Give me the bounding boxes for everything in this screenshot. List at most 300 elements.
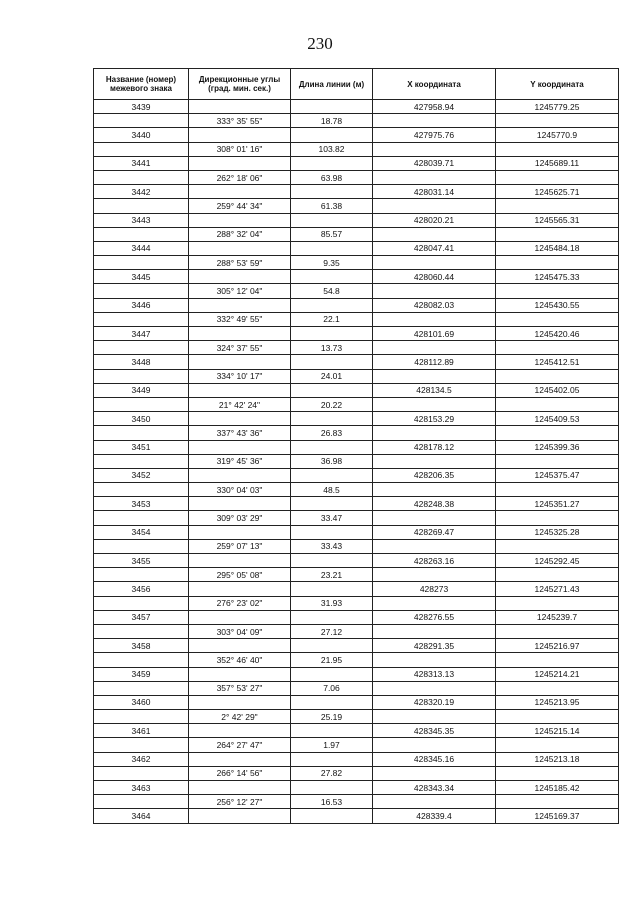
y-coordinate-cell <box>496 596 619 610</box>
segment-row <box>94 227 619 241</box>
x-coordinate-cell: 428269.47 <box>373 525 496 539</box>
direction-angle-cell <box>189 298 291 312</box>
marker-name-cell: 3461 <box>94 724 189 738</box>
direction-angle-cell: 333° 35' 55" <box>189 114 291 128</box>
direction-angle-cell <box>189 497 291 511</box>
x-coordinate-cell: 428263.16 <box>373 554 496 568</box>
marker-name-cell <box>94 511 189 525</box>
point-row <box>94 781 619 795</box>
marker-name-cell <box>94 483 189 497</box>
line-length-cell <box>291 100 373 114</box>
y-coordinate-cell: 1245292.45 <box>496 554 619 568</box>
point-row <box>94 128 619 142</box>
x-coordinate-cell <box>373 170 496 184</box>
line-length-cell: 31.93 <box>291 596 373 610</box>
x-coordinate-cell <box>373 142 496 156</box>
line-length-cell <box>291 695 373 709</box>
direction-angle-cell <box>189 724 291 738</box>
x-coordinate-cell: 428047.41 <box>373 241 496 255</box>
marker-name-cell <box>94 795 189 809</box>
segment-row <box>94 681 619 695</box>
y-coordinate-cell <box>496 568 619 582</box>
direction-angle-cell <box>189 383 291 397</box>
direction-angle-cell <box>189 639 291 653</box>
direction-angle-cell: 357° 53' 27" <box>189 681 291 695</box>
marker-name-cell: 3456 <box>94 582 189 596</box>
marker-name-cell: 3440 <box>94 128 189 142</box>
x-coordinate-cell: 427975.76 <box>373 128 496 142</box>
y-coordinate-cell <box>496 426 619 440</box>
y-coordinate-cell <box>496 511 619 525</box>
direction-angle-cell <box>189 752 291 766</box>
segment-row <box>94 795 619 809</box>
segment-row <box>94 624 619 638</box>
direction-angle-cell: 256° 12' 27" <box>189 795 291 809</box>
x-coordinate-cell: 428206.35 <box>373 468 496 482</box>
y-coordinate-cell <box>496 199 619 213</box>
y-coordinate-cell <box>496 341 619 355</box>
table-header-row <box>94 69 619 100</box>
marker-name-cell: 3445 <box>94 270 189 284</box>
marker-name-cell: 3441 <box>94 156 189 170</box>
line-length-cell: 9.35 <box>291 256 373 270</box>
line-length-cell <box>291 270 373 284</box>
point-row <box>94 355 619 369</box>
line-length-cell: 33.47 <box>291 511 373 525</box>
line-length-cell: 61.38 <box>291 199 373 213</box>
point-row <box>94 695 619 709</box>
line-length-cell <box>291 156 373 170</box>
line-length-cell: 24.01 <box>291 369 373 383</box>
line-length-cell: 27.12 <box>291 624 373 638</box>
segment-row <box>94 483 619 497</box>
y-coordinate-cell <box>496 369 619 383</box>
segment-row <box>94 653 619 667</box>
marker-name-cell <box>94 227 189 241</box>
x-coordinate-cell: 428248.38 <box>373 497 496 511</box>
y-coordinate-cell: 1245475.33 <box>496 270 619 284</box>
y-coordinate-cell: 1245213.95 <box>496 695 619 709</box>
x-coordinate-cell <box>373 511 496 525</box>
x-coordinate-cell: 428112.89 <box>373 355 496 369</box>
line-length-cell: 63.98 <box>291 170 373 184</box>
direction-angle-cell: 259° 07' 13" <box>189 539 291 553</box>
header-x-coordinate: X координата <box>373 69 496 100</box>
x-coordinate-cell: 428031.14 <box>373 185 496 199</box>
marker-name-cell <box>94 284 189 298</box>
y-coordinate-cell <box>496 170 619 184</box>
x-coordinate-cell: 428345.16 <box>373 752 496 766</box>
point-row <box>94 298 619 312</box>
header-line-length: Длина линии (м) <box>291 69 373 100</box>
y-coordinate-cell: 1245185.42 <box>496 781 619 795</box>
line-length-cell <box>291 412 373 426</box>
segment-row <box>94 284 619 298</box>
marker-name-cell <box>94 454 189 468</box>
x-coordinate-cell <box>373 454 496 468</box>
direction-angle-cell: 308° 01' 16" <box>189 142 291 156</box>
marker-name-cell: 3464 <box>94 809 189 823</box>
marker-name-cell <box>94 312 189 326</box>
marker-name-cell: 3439 <box>94 100 189 114</box>
y-coordinate-cell <box>496 624 619 638</box>
x-coordinate-cell: 428339.4 <box>373 809 496 823</box>
marker-name-cell: 3444 <box>94 241 189 255</box>
x-coordinate-cell: 428313.13 <box>373 667 496 681</box>
marker-name-cell: 3443 <box>94 213 189 227</box>
line-length-cell: 16.53 <box>291 795 373 809</box>
direction-angle-cell <box>189 128 291 142</box>
direction-angle-cell: 309° 03' 29" <box>189 511 291 525</box>
line-length-cell <box>291 468 373 482</box>
y-coordinate-cell: 1245216.97 <box>496 639 619 653</box>
y-coordinate-cell <box>496 738 619 752</box>
line-length-cell: 103.82 <box>291 142 373 156</box>
direction-angle-cell <box>189 440 291 454</box>
line-length-cell <box>291 241 373 255</box>
direction-angle-cell: 332° 49' 55" <box>189 312 291 326</box>
y-coordinate-cell: 1245412.51 <box>496 355 619 369</box>
line-length-cell <box>291 525 373 539</box>
marker-name-cell: 3452 <box>94 468 189 482</box>
y-coordinate-cell: 1245689.11 <box>496 156 619 170</box>
y-coordinate-cell <box>496 539 619 553</box>
point-row <box>94 440 619 454</box>
marker-name-cell <box>94 681 189 695</box>
point-row <box>94 185 619 199</box>
marker-name-cell: 3449 <box>94 383 189 397</box>
y-coordinate-cell: 1245409.53 <box>496 412 619 426</box>
y-coordinate-cell: 1245625.71 <box>496 185 619 199</box>
marker-name-cell: 3453 <box>94 497 189 511</box>
x-coordinate-cell <box>373 483 496 497</box>
marker-name-cell: 3450 <box>94 412 189 426</box>
point-row <box>94 412 619 426</box>
survey-coordinates-table <box>93 68 619 824</box>
direction-angle-cell: 295° 05' 08" <box>189 568 291 582</box>
direction-angle-cell <box>189 241 291 255</box>
segment-row <box>94 710 619 724</box>
y-coordinate-cell: 1245484.18 <box>496 241 619 255</box>
marker-name-cell: 3447 <box>94 327 189 341</box>
y-coordinate-cell: 1245779.25 <box>496 100 619 114</box>
y-coordinate-cell: 1245375.47 <box>496 468 619 482</box>
segment-row <box>94 568 619 582</box>
y-coordinate-cell <box>496 653 619 667</box>
marker-name-cell <box>94 738 189 752</box>
marker-name-cell <box>94 170 189 184</box>
direction-angle-cell <box>189 355 291 369</box>
line-length-cell: 25.19 <box>291 710 373 724</box>
y-coordinate-cell <box>496 795 619 809</box>
y-coordinate-cell <box>496 312 619 326</box>
line-length-cell <box>291 383 373 397</box>
y-coordinate-cell: 1245402.05 <box>496 383 619 397</box>
y-coordinate-cell <box>496 454 619 468</box>
direction-angle-cell: 264° 27' 47" <box>189 738 291 752</box>
marker-name-cell <box>94 426 189 440</box>
line-length-cell <box>291 582 373 596</box>
segment-row <box>94 766 619 780</box>
direction-angle-cell: 337° 43' 36" <box>189 426 291 440</box>
line-length-cell: 22.1 <box>291 312 373 326</box>
direction-angle-cell: 334° 10' 17" <box>189 369 291 383</box>
x-coordinate-cell <box>373 766 496 780</box>
y-coordinate-cell: 1245239.7 <box>496 610 619 624</box>
y-coordinate-cell <box>496 766 619 780</box>
x-coordinate-cell: 428345.35 <box>373 724 496 738</box>
line-length-cell: 33.43 <box>291 539 373 553</box>
segment-row <box>94 312 619 326</box>
line-length-cell <box>291 752 373 766</box>
direction-angle-cell <box>189 468 291 482</box>
line-length-cell <box>291 724 373 738</box>
y-coordinate-cell <box>496 681 619 695</box>
line-length-cell <box>291 781 373 795</box>
point-row <box>94 610 619 624</box>
y-coordinate-cell: 1245169.37 <box>496 809 619 823</box>
line-length-cell <box>291 327 373 341</box>
line-length-cell <box>291 809 373 823</box>
direction-angle-cell: 305° 12' 04" <box>189 284 291 298</box>
x-coordinate-cell: 428039.71 <box>373 156 496 170</box>
segment-row <box>94 170 619 184</box>
marker-name-cell <box>94 369 189 383</box>
point-row <box>94 241 619 255</box>
y-coordinate-cell: 1245565.31 <box>496 213 619 227</box>
marker-name-cell: 3460 <box>94 695 189 709</box>
point-row <box>94 270 619 284</box>
x-coordinate-cell <box>373 114 496 128</box>
header-direction-angle: Дирекционные углы (град. мин. сек.) <box>189 69 291 100</box>
direction-angle-cell: 288° 32' 04" <box>189 227 291 241</box>
line-length-cell: 7.06 <box>291 681 373 695</box>
marker-name-cell <box>94 397 189 411</box>
marker-name-cell <box>94 596 189 610</box>
point-row <box>94 497 619 511</box>
y-coordinate-cell: 1245399.36 <box>496 440 619 454</box>
direction-angle-cell: 262° 18' 06" <box>189 170 291 184</box>
segment-row <box>94 454 619 468</box>
direction-angle-cell <box>189 270 291 284</box>
direction-angle-cell <box>189 156 291 170</box>
y-coordinate-cell <box>496 142 619 156</box>
segment-row <box>94 426 619 440</box>
line-length-cell: 1.97 <box>291 738 373 752</box>
direction-angle-cell: 330° 04' 03" <box>189 483 291 497</box>
direction-angle-cell: 2° 42' 29" <box>189 710 291 724</box>
x-coordinate-cell <box>373 539 496 553</box>
segment-row <box>94 369 619 383</box>
marker-name-cell <box>94 114 189 128</box>
page-number: 230 <box>307 34 333 53</box>
point-row <box>94 639 619 653</box>
marker-name-cell <box>94 568 189 582</box>
segment-row <box>94 256 619 270</box>
line-length-cell <box>291 213 373 227</box>
line-length-cell: 48.5 <box>291 483 373 497</box>
segment-row <box>94 341 619 355</box>
marker-name-cell <box>94 653 189 667</box>
line-length-cell: 54.8 <box>291 284 373 298</box>
line-length-cell: 26.83 <box>291 426 373 440</box>
x-coordinate-cell <box>373 227 496 241</box>
y-coordinate-cell <box>496 256 619 270</box>
y-coordinate-cell: 1245430.55 <box>496 298 619 312</box>
x-coordinate-cell <box>373 341 496 355</box>
x-coordinate-cell <box>373 312 496 326</box>
direction-angle-cell: 276° 23' 02" <box>189 596 291 610</box>
direction-angle-cell <box>189 695 291 709</box>
direction-angle-cell <box>189 781 291 795</box>
x-coordinate-cell: 428343.34 <box>373 781 496 795</box>
direction-angle-cell: 266° 14' 56" <box>189 766 291 780</box>
marker-name-cell <box>94 766 189 780</box>
direction-angle-cell <box>189 809 291 823</box>
marker-name-cell: 3459 <box>94 667 189 681</box>
line-length-cell <box>291 497 373 511</box>
segment-row <box>94 596 619 610</box>
segment-row <box>94 539 619 553</box>
line-length-cell <box>291 639 373 653</box>
point-row <box>94 156 619 170</box>
direction-angle-cell: 319° 45' 36" <box>189 454 291 468</box>
marker-name-cell <box>94 341 189 355</box>
segment-row <box>94 199 619 213</box>
marker-name-cell: 3442 <box>94 185 189 199</box>
x-coordinate-cell <box>373 397 496 411</box>
marker-name-cell: 3448 <box>94 355 189 369</box>
point-row <box>94 327 619 341</box>
point-row <box>94 809 619 823</box>
table-body <box>94 100 619 824</box>
x-coordinate-cell <box>373 568 496 582</box>
direction-angle-cell: 352° 46' 40" <box>189 653 291 667</box>
x-coordinate-cell <box>373 596 496 610</box>
line-length-cell <box>291 554 373 568</box>
direction-angle-cell <box>189 185 291 199</box>
line-length-cell <box>291 298 373 312</box>
x-coordinate-cell: 428320.19 <box>373 695 496 709</box>
x-coordinate-cell <box>373 738 496 752</box>
line-length-cell: 23.21 <box>291 568 373 582</box>
x-coordinate-cell: 428153.29 <box>373 412 496 426</box>
direction-angle-cell <box>189 525 291 539</box>
line-length-cell: 21.95 <box>291 653 373 667</box>
y-coordinate-cell <box>496 483 619 497</box>
marker-name-cell: 3454 <box>94 525 189 539</box>
line-length-cell: 20.22 <box>291 397 373 411</box>
direction-angle-cell <box>189 213 291 227</box>
line-length-cell: 27.82 <box>291 766 373 780</box>
point-row <box>94 667 619 681</box>
direction-angle-cell: 303° 04' 09" <box>189 624 291 638</box>
y-coordinate-cell: 1245271.43 <box>496 582 619 596</box>
direction-angle-cell <box>189 667 291 681</box>
direction-angle-cell: 259° 44' 34" <box>189 199 291 213</box>
y-coordinate-cell: 1245214.21 <box>496 667 619 681</box>
y-coordinate-cell <box>496 284 619 298</box>
x-coordinate-cell <box>373 369 496 383</box>
x-coordinate-cell <box>373 653 496 667</box>
line-length-cell <box>291 440 373 454</box>
point-row <box>94 582 619 596</box>
y-coordinate-cell: 1245351.27 <box>496 497 619 511</box>
y-coordinate-cell: 1245213.18 <box>496 752 619 766</box>
marker-name-cell <box>94 624 189 638</box>
line-length-cell: 85.57 <box>291 227 373 241</box>
x-coordinate-cell: 428020.21 <box>373 213 496 227</box>
segment-row <box>94 397 619 411</box>
y-coordinate-cell <box>496 397 619 411</box>
marker-name-cell <box>94 710 189 724</box>
point-row <box>94 213 619 227</box>
x-coordinate-cell: 428273 <box>373 582 496 596</box>
x-coordinate-cell <box>373 256 496 270</box>
x-coordinate-cell: 427958.94 <box>373 100 496 114</box>
direction-angle-cell: 288° 53' 59" <box>189 256 291 270</box>
x-coordinate-cell: 428276.55 <box>373 610 496 624</box>
direction-angle-cell <box>189 610 291 624</box>
line-length-cell: 13.73 <box>291 341 373 355</box>
x-coordinate-cell: 428082.03 <box>373 298 496 312</box>
line-length-cell <box>291 185 373 199</box>
marker-name-cell <box>94 539 189 553</box>
point-row <box>94 100 619 114</box>
x-coordinate-cell <box>373 284 496 298</box>
y-coordinate-cell: 1245325.28 <box>496 525 619 539</box>
x-coordinate-cell: 428060.44 <box>373 270 496 284</box>
line-length-cell <box>291 128 373 142</box>
x-coordinate-cell: 428178.12 <box>373 440 496 454</box>
header-marker-name: Название (номер) межевого знака <box>94 69 189 100</box>
point-row <box>94 752 619 766</box>
marker-name-cell <box>94 199 189 213</box>
segment-row <box>94 114 619 128</box>
direction-angle-cell <box>189 412 291 426</box>
direction-angle-cell <box>189 582 291 596</box>
marker-name-cell: 3455 <box>94 554 189 568</box>
point-row <box>94 554 619 568</box>
line-length-cell <box>291 355 373 369</box>
direction-angle-cell <box>189 554 291 568</box>
marker-name-cell <box>94 142 189 156</box>
direction-angle-cell <box>189 100 291 114</box>
direction-angle-cell: 21° 42' 24" <box>189 397 291 411</box>
marker-name-cell: 3458 <box>94 639 189 653</box>
marker-name-cell: 3463 <box>94 781 189 795</box>
point-row <box>94 724 619 738</box>
line-length-cell: 36.98 <box>291 454 373 468</box>
marker-name-cell: 3457 <box>94 610 189 624</box>
point-row <box>94 525 619 539</box>
x-coordinate-cell <box>373 624 496 638</box>
line-length-cell <box>291 610 373 624</box>
x-coordinate-cell <box>373 710 496 724</box>
x-coordinate-cell: 428291.35 <box>373 639 496 653</box>
segment-row <box>94 142 619 156</box>
marker-name-cell: 3446 <box>94 298 189 312</box>
line-length-cell <box>291 667 373 681</box>
y-coordinate-cell: 1245770.9 <box>496 128 619 142</box>
x-coordinate-cell <box>373 426 496 440</box>
marker-name-cell: 3462 <box>94 752 189 766</box>
point-row <box>94 468 619 482</box>
point-row <box>94 383 619 397</box>
segment-row <box>94 738 619 752</box>
x-coordinate-cell <box>373 681 496 695</box>
header-y-coordinate: Y координата <box>496 69 619 100</box>
